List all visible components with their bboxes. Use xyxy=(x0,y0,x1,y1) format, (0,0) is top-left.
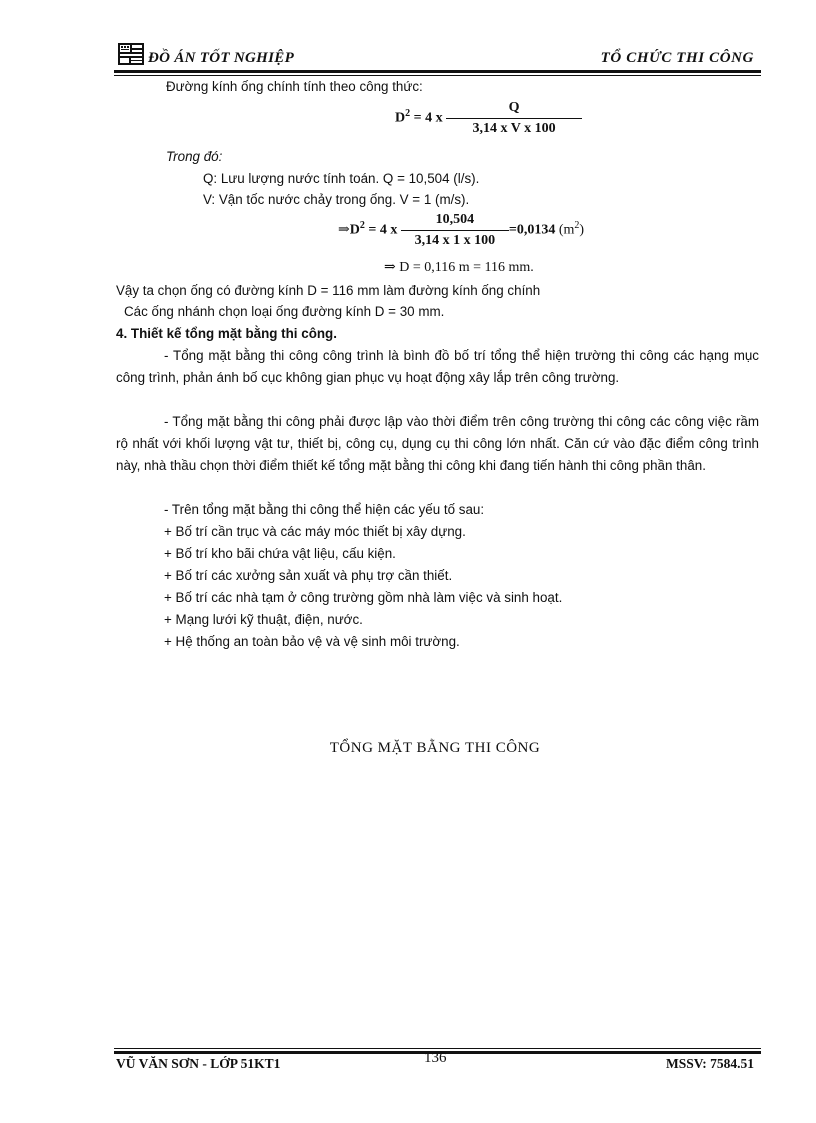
formula2-unit-exp: 2 xyxy=(574,220,580,232)
formula-exponent: 2 xyxy=(405,108,411,120)
paragraph-2: - Tổng mặt bằng thi công phải được lập vào thời điểm trên công trường thi công các công việc rầm rộ nhất với khối lượng vật tư, thiết bị, công cụ, dụng cụ thi công lớn nhất. Căn cứ vào đặc điểm công trình này, nhà thầu chọn thời điểm thiết kế tổng mặt bằng thi công khi đang tiến hành thi công phần thân. xyxy=(116,414,759,473)
paragraph-1: - Tổng mặt bằng thi công công trình là bình đồ bố trí tổng thể hiện trường thi công các hạng mục công trình, phản ánh bố cục không gian phục vụ hoạt động xây lắp trên công trường. xyxy=(116,348,759,385)
formula-diameter xyxy=(395,100,582,137)
implies-arrow: ⇒ xyxy=(338,222,350,238)
list-item: + Mạng lưới kỹ thuật, điện, nước. xyxy=(164,612,363,627)
center-title: TỔNG MẶT BẰNG THI CÔNG xyxy=(329,740,541,756)
footer-rule-thin xyxy=(114,1048,761,1049)
v-definition: V: Vận tốc nước chảy trong ống. V = 1 (m/s). xyxy=(203,192,470,207)
footer-author: VŨ VĂN SƠN - LỚP 51KT1 xyxy=(116,1056,281,1071)
formula-calculation xyxy=(338,212,584,249)
formula2-unit-open: (m xyxy=(555,222,575,238)
list-item: + Bố trí cần trục và các máy móc thiết bị xây dựng. xyxy=(164,524,466,539)
footer-student-id: MSSV: 7584.51 xyxy=(665,1056,754,1071)
section-heading: 4. Thiết kế tổng mặt bằng thi công. xyxy=(116,326,337,341)
branch-pipe-text: Các ống nhánh chọn loại ống đường kính D = 30 mm. xyxy=(124,304,445,319)
list-item: + Hệ thống an toàn bảo vệ và vệ sinh môi trường. xyxy=(164,634,460,649)
list-item: + Bố trí kho bãi chứa vật liệu, cấu kiện. xyxy=(164,546,396,561)
list-item: + Bố trí các nhà tạm ở công trường gồm nhà làm việc và sinh hoạt. xyxy=(164,590,563,605)
header-left-title: ĐỒ ÁN TỐT NGHIỆP xyxy=(148,50,295,66)
formula2-lhs: D xyxy=(349,222,360,238)
formula2-numerator: 10,504 xyxy=(401,212,509,231)
where-label: Trong đó: xyxy=(166,149,223,164)
page-number: 136 xyxy=(424,1050,447,1066)
book-logo-icon xyxy=(117,40,145,68)
formula-numerator: Q xyxy=(446,100,582,119)
formula2-mid: = 4 x xyxy=(364,222,398,238)
formula-result: ⇒ D = 0,116 m = 116 mm. xyxy=(384,260,534,275)
list-intro: - Trên tổng mặt bằng thi công thể hiện các yếu tố sau: xyxy=(164,502,485,517)
formula2-denominator: 3,14 x 1 x 100 xyxy=(414,233,496,248)
formula-lhs: D xyxy=(395,110,406,126)
formula2-unit-close: ) xyxy=(579,222,585,238)
formula2-fraction xyxy=(401,212,509,249)
choose-pipe-text: Vậy ta chọn ống có đường kính D = 116 mm làm đường kính ống chính xyxy=(116,283,541,298)
formula-denominator: 3,14 x V x 100 xyxy=(472,121,556,136)
formula-mid: = 4 x xyxy=(410,110,443,126)
formula2-exponent: 2 xyxy=(359,220,365,232)
q-definition: Q: Lưu lượng nước tính toán. Q = 10,504 (l/s). xyxy=(203,171,480,186)
formula2-result: =0,0134 xyxy=(508,222,556,238)
header-right-title: TỔ CHỨC THI CÔNG xyxy=(600,50,754,66)
header-rule-thick xyxy=(114,70,761,73)
formula-fraction xyxy=(446,100,582,137)
intro-text: Đường kính ống chính tính theo công thức: xyxy=(166,79,423,94)
list-item: + Bố trí các xưởng sản xuất và phụ trợ cần thiết. xyxy=(164,568,453,583)
